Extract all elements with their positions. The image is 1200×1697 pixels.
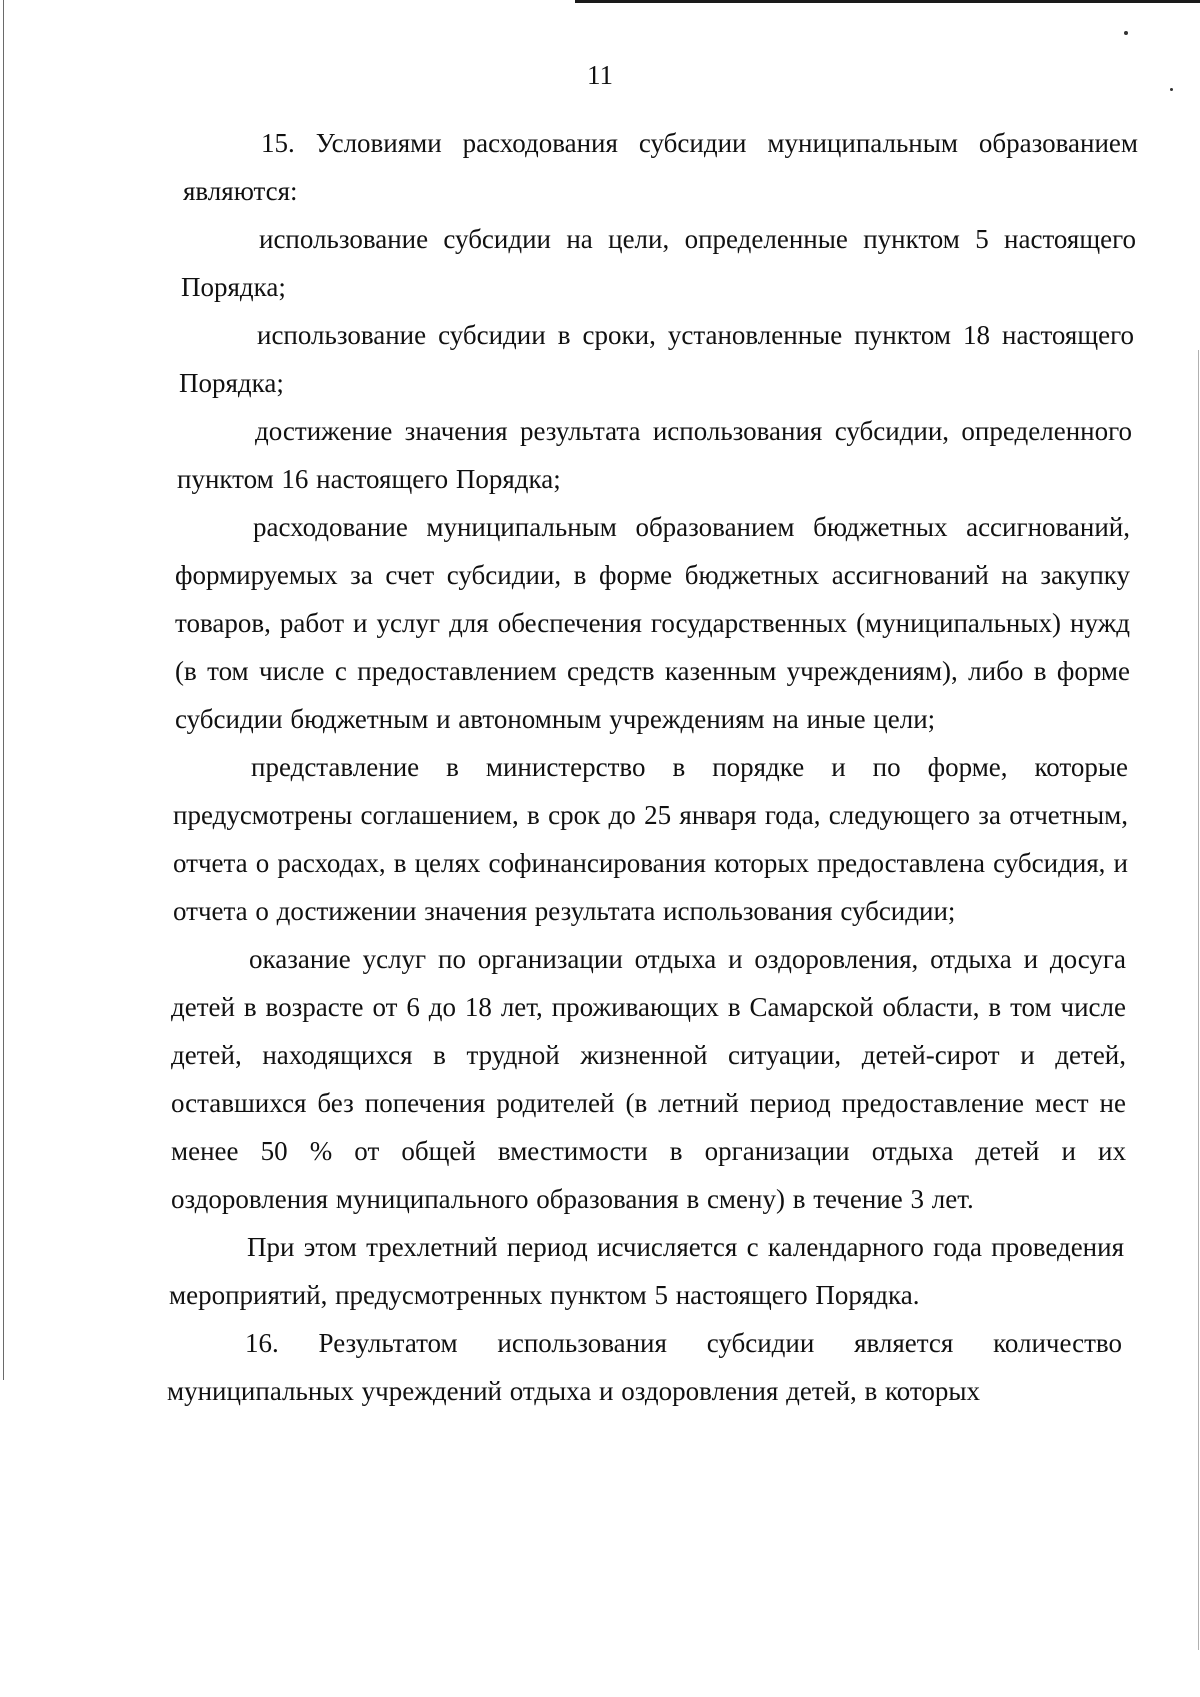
scan-edge-left	[3, 0, 4, 1380]
scan-edge-top	[575, 0, 1200, 3]
scan-speck	[1124, 31, 1128, 35]
paragraph-condition-services: оказание услуг по организации отдыха и оздоровления, отдыха и досуга детей в возрасте от 6 до 18 лет, проживающих в Самарской области, в том числе детей, находящихся в трудной жизненной ситуации, детей-сирот и детей, оставшихся без попечения родителей (в летний период предоставление мест не менее 50 % от общей вместимости в организации отдыха детей и их оздоровления муниципального образования в смену) в течение 3 лет.	[171, 944, 1126, 1214]
paragraph-condition-spending: расходование муниципальным образованием бюджетных ассигнований, формируемых за счет субсидии, в форме бюджетных ассигнований на закупку товаров, работ и услуг для обеспечения государственных (муниципальных) нужд (в том числе с предоставлением средств казенным учреждениям), либо в форме субсидии бюджетным и автономным учреждениям на иные цели;	[175, 512, 1130, 734]
paragraph-condition-purpose: использование субсидии на цели, определенные пунктом 5 настоящего Порядка;	[181, 224, 1136, 302]
paragraph-condition-result: достижение значения результата использования субсидии, определенного пунктом 16 настоящего Порядка;	[177, 416, 1132, 494]
page-number: 11	[587, 60, 613, 90]
document-body	[167, 119, 1138, 1415]
scan-edge-right	[1198, 350, 1199, 1650]
paragraph-item-16: 16. Результатом использования субсидии является количество муниципальных учреждений отдыха и оздоровления детей, в которых	[167, 1328, 1122, 1406]
paragraph-condition-deadline: использование субсидии в сроки, установленные пунктом 18 настоящего Порядка;	[179, 320, 1134, 398]
paragraph-item-15: 15. Условиями расходования субсидии муниципальным образованием являются:	[183, 128, 1138, 206]
paragraph-period-note: При этом трехлетний период исчисляется с календарного года проведения мероприятий, предусмотренных пунктом 5 настоящего Порядка.	[169, 1232, 1124, 1310]
paragraph-condition-report: представление в министерство в порядке и по форме, которые предусмотрены соглашением, в срок до 25 января года, следующего за отчетным, отчета о расходах, в целях софинансирования которых предоставлена субсидия, и отчета о достижении значения результата использования субсидии;	[173, 752, 1128, 926]
